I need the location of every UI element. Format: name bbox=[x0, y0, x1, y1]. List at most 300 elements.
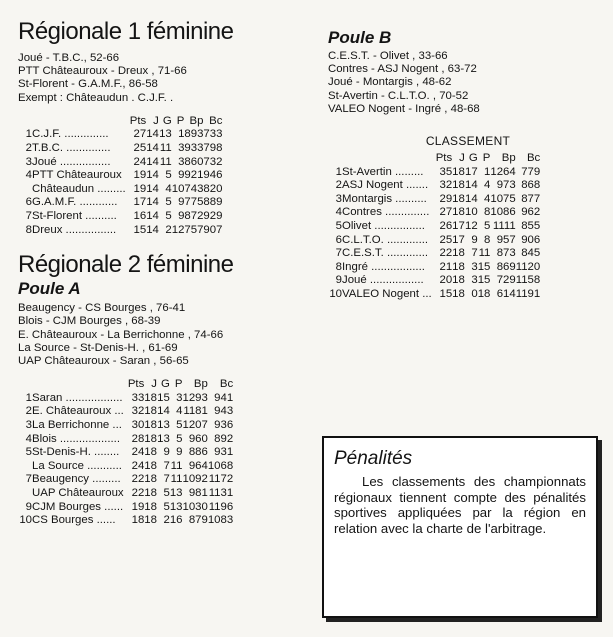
cell-g: 7 bbox=[471, 247, 478, 260]
result-line: E. Châteauroux - La Berrichonne , 74-66 bbox=[18, 328, 224, 341]
cell-name: C.E.S.T. ............. bbox=[342, 247, 429, 260]
cell-bc: 855 bbox=[521, 219, 541, 232]
cell-pts: 16 bbox=[133, 209, 147, 222]
cell-rank: 2 bbox=[25, 142, 32, 154]
cell-bp: 1207 bbox=[182, 418, 208, 431]
cell-name: St-Florent .......... bbox=[32, 209, 117, 222]
cell-name: PTT Châteauroux bbox=[32, 169, 122, 182]
column-header: J bbox=[151, 378, 157, 391]
result-line: La Source - St-Denis-H. , 61-69 bbox=[18, 341, 178, 354]
cell-j: 18 bbox=[144, 486, 157, 499]
cell-rank: 5 bbox=[335, 219, 342, 232]
cell-g: 5 bbox=[163, 486, 170, 499]
cell-p: 9 bbox=[178, 209, 185, 222]
cell-rank bbox=[18, 487, 32, 501]
cell-bc: 906 bbox=[521, 233, 541, 246]
cell-bp: 933 bbox=[184, 142, 204, 154]
cell-g: 3 bbox=[471, 274, 478, 287]
cell-g: 9 bbox=[471, 233, 478, 246]
result-line: Blois - CJM Bourges , 68-39 bbox=[18, 315, 161, 328]
cell-j: 14 bbox=[146, 196, 159, 209]
cell-p: 10 bbox=[171, 182, 185, 195]
table-row bbox=[328, 179, 540, 193]
cell-bp: 1092 bbox=[182, 473, 208, 486]
column-header: G bbox=[468, 152, 478, 165]
cell-bc: 1172 bbox=[208, 473, 234, 486]
result-line: PTT Châteauroux - Dreux , 71-66 bbox=[18, 65, 187, 78]
cell-rank: 3 bbox=[25, 418, 32, 431]
cell-name: T.B.C. .............. bbox=[32, 142, 111, 154]
cell-name: Ingré ................. bbox=[342, 260, 425, 273]
cell-pts: 24 bbox=[133, 155, 147, 168]
cell-bp: 873 bbox=[496, 247, 516, 260]
table-row bbox=[18, 210, 222, 224]
cell-p: 9 bbox=[176, 446, 183, 459]
cell-bc: 962 bbox=[521, 206, 541, 219]
poule-b-title: Poule B bbox=[328, 28, 392, 47]
cell-p: 15 bbox=[477, 260, 491, 273]
cell-rank: 1 bbox=[25, 391, 32, 404]
table-row bbox=[328, 193, 540, 207]
cell-j: 18 bbox=[452, 165, 465, 178]
cell-pts: 25 bbox=[439, 233, 453, 246]
column-header: J bbox=[153, 114, 159, 127]
cell-rank: 4 bbox=[335, 206, 342, 219]
cell-j: 18 bbox=[452, 274, 465, 287]
cell-bp: 860 bbox=[184, 155, 204, 168]
cell-pts: 15 bbox=[439, 287, 453, 300]
cell-g: 0 bbox=[471, 287, 478, 300]
cell-bc: 1191 bbox=[515, 287, 541, 300]
cell-bp: 1075 bbox=[490, 192, 516, 205]
cell-pts: 21 bbox=[439, 260, 453, 273]
cell-pts: 25 bbox=[133, 142, 147, 154]
cell-pts: 30 bbox=[131, 418, 145, 431]
column-header: Bc bbox=[209, 114, 223, 127]
cell-p: 16 bbox=[169, 514, 183, 527]
cell-p: 1 bbox=[484, 165, 491, 178]
table-row bbox=[18, 473, 233, 487]
cell-bp: 1111 bbox=[492, 219, 516, 232]
r2-title: Régionale 2 féminine bbox=[18, 251, 234, 279]
column-header: G bbox=[162, 114, 172, 127]
column-header: Pts bbox=[129, 114, 147, 127]
cell-name: Contres .............. bbox=[342, 206, 430, 219]
cell-rank bbox=[18, 460, 32, 474]
result-line: Exempt : Châteaudun . C.J.F. . bbox=[18, 91, 174, 104]
cell-name: Beaugency ......... bbox=[32, 473, 121, 486]
cell-pts: 18 bbox=[131, 514, 145, 527]
cell-name: Joué ................ bbox=[32, 155, 111, 168]
cell-j: 14 bbox=[146, 223, 159, 236]
cell-rank: 1 bbox=[25, 128, 32, 141]
poule-b-standings-table bbox=[328, 152, 540, 302]
cell-rank: 7 bbox=[25, 473, 32, 486]
cell-p: 11 bbox=[170, 459, 183, 472]
cell-j: 18 bbox=[144, 432, 157, 445]
cell-bp: 973 bbox=[496, 179, 516, 192]
cell-rank: 2 bbox=[335, 179, 342, 192]
column-header: Bp bbox=[189, 114, 204, 127]
table-row bbox=[18, 392, 233, 406]
cell-j: 14 bbox=[146, 169, 159, 182]
cell-g: 11 bbox=[159, 155, 172, 168]
cell-p: 11 bbox=[170, 473, 183, 486]
table-row bbox=[18, 514, 233, 528]
header-spacer bbox=[32, 378, 124, 392]
cell-g: 5 bbox=[165, 196, 172, 209]
cell-bc: 907 bbox=[203, 223, 223, 236]
cell-pts: 19 bbox=[133, 169, 147, 182]
table-row bbox=[18, 405, 233, 419]
cell-pts: 33 bbox=[131, 391, 145, 404]
cell-p: 8 bbox=[484, 233, 491, 246]
cell-name: G.A.M.F. ............ bbox=[32, 196, 118, 209]
cell-bp: 775 bbox=[184, 196, 204, 209]
cell-bc: 1131 bbox=[208, 486, 234, 499]
cell-bc: 733 bbox=[203, 128, 223, 141]
cell-pts: 19 bbox=[131, 500, 145, 513]
cell-j: 18 bbox=[452, 179, 465, 192]
cell-p: 18 bbox=[477, 287, 491, 300]
cell-name: CS Bourges ...... bbox=[32, 514, 116, 527]
cell-bp: 964 bbox=[188, 459, 208, 472]
column-header: G bbox=[160, 378, 170, 391]
cell-bp: 869 bbox=[496, 260, 516, 273]
cell-rank: 4 bbox=[25, 432, 32, 445]
cell-name: Châteaudun ......... bbox=[32, 182, 126, 195]
cell-bp: 1181 bbox=[183, 405, 208, 418]
cell-bp: 981 bbox=[188, 486, 208, 499]
cell-g: 11 bbox=[159, 142, 172, 154]
cell-rank: 5 bbox=[25, 446, 32, 459]
cell-p: 8 bbox=[484, 206, 491, 219]
cell-bc: 943 bbox=[214, 405, 234, 418]
cell-bc: 936 bbox=[214, 418, 234, 431]
cell-pts: 29 bbox=[439, 192, 453, 205]
cell-g: 5 bbox=[165, 209, 172, 222]
cell-rank: 8 bbox=[335, 260, 342, 273]
cell-bp: 957 bbox=[496, 233, 516, 246]
cell-bp: 893 bbox=[184, 128, 204, 141]
cell-name: VALEO Nogent ... bbox=[342, 287, 432, 300]
cell-bp: 879 bbox=[188, 514, 208, 527]
cell-bp: 921 bbox=[184, 169, 204, 182]
cell-rank: 7 bbox=[25, 209, 32, 222]
cell-bc: 889 bbox=[203, 196, 223, 209]
table-row bbox=[328, 247, 540, 261]
cell-bp: 886 bbox=[188, 446, 208, 459]
r1-results bbox=[18, 52, 308, 105]
table-row bbox=[18, 433, 233, 447]
poule-a-standings-table bbox=[18, 378, 233, 528]
cell-name: La Berrichonne ... bbox=[32, 418, 122, 431]
cell-p: 1 bbox=[178, 128, 185, 141]
cell-g: 14 bbox=[465, 179, 478, 192]
table-row bbox=[18, 419, 233, 433]
header-spacer bbox=[328, 152, 342, 166]
cell-pts: 20 bbox=[439, 274, 453, 287]
classement-heading: CLASSEMENT bbox=[425, 134, 511, 149]
cell-j: 18 bbox=[144, 473, 157, 486]
cell-bp: 614 bbox=[496, 287, 516, 300]
column-header: Bp bbox=[501, 152, 516, 165]
cell-name: UAP Châteauroux bbox=[32, 486, 124, 499]
header-spacer bbox=[18, 378, 32, 392]
cell-g: 3 bbox=[471, 260, 478, 273]
cell-g: 17 bbox=[465, 165, 478, 178]
table-row bbox=[328, 261, 540, 275]
column-header: Bp bbox=[193, 378, 208, 391]
cell-rank: 2 bbox=[25, 405, 32, 418]
cell-j: 14 bbox=[146, 142, 159, 154]
cell-j: 14 bbox=[146, 128, 159, 141]
cell-bp: 729 bbox=[496, 274, 516, 287]
cell-name: Montargis .......... bbox=[342, 192, 427, 205]
column-header: Pts bbox=[127, 378, 145, 391]
table-row bbox=[328, 206, 540, 220]
r1-title: Régionale 1 féminine bbox=[18, 18, 234, 45]
cell-pts: 26 bbox=[439, 219, 453, 232]
r1-standings-table bbox=[18, 115, 222, 237]
cell-bc: 931 bbox=[214, 446, 234, 459]
cell-p: 12 bbox=[171, 223, 185, 236]
cell-p: 3 bbox=[178, 142, 185, 154]
left-column bbox=[18, 18, 308, 528]
cell-pts: 19 bbox=[133, 182, 147, 195]
table-header-row bbox=[18, 378, 233, 392]
cell-p: 9 bbox=[178, 169, 185, 182]
cell-name: Joué ................. bbox=[342, 274, 424, 287]
cell-name: CJM Bourges ...... bbox=[32, 500, 124, 513]
poule-a-title: Poule A bbox=[18, 279, 81, 299]
cell-p: 13 bbox=[169, 500, 183, 513]
cell-name: Dreux ................ bbox=[32, 223, 117, 236]
cell-rank: 10 bbox=[329, 287, 342, 300]
column-header: Bc bbox=[526, 152, 541, 165]
penalites-title: Pénalités bbox=[334, 448, 413, 469]
cell-pts: 32 bbox=[131, 405, 145, 418]
cell-bc: 1158 bbox=[515, 274, 541, 287]
header-spacer bbox=[32, 115, 126, 129]
cell-bp: 757 bbox=[184, 223, 204, 236]
result-line: Joué - T.B.C., 52-66 bbox=[18, 52, 120, 64]
cell-p: 11 bbox=[478, 247, 491, 260]
cell-pts: 22 bbox=[131, 473, 145, 486]
cell-name: C.L.T.O. ............. bbox=[342, 233, 429, 246]
cell-g: 7 bbox=[163, 473, 170, 486]
cell-g: 14 bbox=[465, 192, 478, 205]
cell-pts: 15 bbox=[133, 223, 147, 236]
cell-bc: 1196 bbox=[208, 500, 234, 513]
cell-g: 2 bbox=[163, 514, 170, 527]
table-row bbox=[328, 288, 540, 302]
table-row bbox=[18, 156, 222, 170]
table-header-row bbox=[18, 115, 222, 129]
table-row bbox=[18, 196, 222, 210]
cell-bp: 960 bbox=[188, 432, 208, 445]
cell-rank bbox=[18, 183, 32, 197]
cell-p: 5 bbox=[484, 219, 491, 232]
cell-rank: 8 bbox=[25, 223, 32, 236]
cell-j: 18 bbox=[452, 287, 465, 300]
cell-j: 18 bbox=[452, 192, 465, 205]
cell-bp: 1264 bbox=[490, 165, 516, 178]
cell-bp: 1293 bbox=[182, 391, 208, 404]
cell-name: La Source ........... bbox=[32, 459, 122, 472]
cell-j: 17 bbox=[452, 233, 465, 246]
cell-j: 18 bbox=[144, 446, 157, 459]
column-header: P bbox=[176, 114, 185, 127]
table-row bbox=[328, 220, 540, 234]
cell-j: 18 bbox=[144, 418, 157, 431]
cell-j: 14 bbox=[146, 155, 159, 168]
result-line: Joué - Montargis , 48-62 bbox=[328, 76, 452, 89]
cell-bc: 892 bbox=[214, 432, 234, 445]
table-row bbox=[18, 460, 233, 474]
cell-g: 10 bbox=[465, 206, 478, 219]
cell-bc: 946 bbox=[203, 169, 223, 182]
cell-pts: 22 bbox=[439, 247, 453, 260]
cell-g: 15 bbox=[157, 391, 170, 404]
result-line: St-Avertin - C.L.T.O. , 70-52 bbox=[328, 89, 469, 102]
cell-bc: 1083 bbox=[207, 514, 234, 527]
cell-name: St-Denis-H. ........ bbox=[32, 446, 120, 459]
cell-j: 17 bbox=[452, 219, 465, 232]
cell-j: 18 bbox=[144, 500, 157, 513]
cell-j: 18 bbox=[452, 247, 465, 260]
cell-bp: 872 bbox=[184, 209, 204, 222]
table-row bbox=[18, 224, 222, 238]
table-row bbox=[328, 274, 540, 288]
cell-bc: 779 bbox=[521, 165, 541, 178]
cell-rank: 9 bbox=[25, 500, 32, 513]
penalites-box bbox=[322, 436, 598, 618]
cell-name: Blois ................... bbox=[32, 432, 120, 445]
table-row bbox=[18, 142, 222, 156]
cell-rank: 9 bbox=[335, 274, 342, 287]
cell-g: 2 bbox=[165, 223, 172, 236]
cell-pts: 22 bbox=[131, 486, 145, 499]
cell-name: St-Avertin ......... bbox=[342, 165, 424, 178]
result-line: VALEO Nogent - Ingré , 48-68 bbox=[328, 102, 480, 115]
cell-pts: 32 bbox=[439, 179, 453, 192]
cell-g: 5 bbox=[163, 500, 170, 513]
cell-bc: 929 bbox=[203, 209, 223, 222]
column-header: Pts bbox=[435, 152, 453, 165]
result-line: Beaugency - CS Bourges , 76-41 bbox=[18, 302, 186, 315]
cell-g: 7 bbox=[163, 459, 170, 472]
cell-j: 14 bbox=[146, 182, 159, 195]
cell-p: 9 bbox=[178, 196, 185, 209]
table-row bbox=[18, 128, 222, 142]
cell-p: 5 bbox=[176, 418, 183, 431]
cell-bc: 732 bbox=[203, 155, 223, 168]
cell-p: 13 bbox=[169, 486, 183, 499]
result-line: UAP Châteauroux - Saran , 56-65 bbox=[18, 354, 189, 367]
result-line: C.E.S.T. - Olivet , 33-66 bbox=[328, 50, 448, 62]
cell-pts: 24 bbox=[131, 459, 145, 472]
cell-p: 3 bbox=[176, 391, 183, 404]
cell-name: C.J.F. .............. bbox=[32, 128, 109, 141]
cell-bp: 743 bbox=[184, 182, 204, 195]
cell-g: 5 bbox=[165, 169, 172, 182]
cell-rank: 1 bbox=[335, 165, 342, 178]
cell-rank: 3 bbox=[25, 155, 32, 168]
column-header: J bbox=[459, 152, 465, 165]
cell-j: 18 bbox=[144, 459, 157, 472]
cell-j: 18 bbox=[452, 260, 465, 273]
cell-g: 13 bbox=[159, 128, 172, 141]
cell-bc: 845 bbox=[521, 247, 541, 260]
cell-bc: 820 bbox=[203, 182, 223, 195]
result-line: Contres - ASJ Nogent , 63-72 bbox=[328, 63, 477, 76]
cell-pts: 35 bbox=[439, 165, 453, 178]
cell-rank: 6 bbox=[335, 233, 342, 246]
cell-bc: 1120 bbox=[515, 260, 541, 273]
cell-j: 18 bbox=[144, 405, 157, 418]
cell-rank: 10 bbox=[19, 514, 32, 527]
cell-rank: 6 bbox=[25, 196, 32, 209]
cell-p: 3 bbox=[178, 155, 185, 168]
poule-b-results bbox=[328, 50, 608, 116]
cell-name: E. Châteauroux ... bbox=[32, 405, 124, 418]
table-row bbox=[18, 183, 222, 197]
column-header: P bbox=[174, 378, 183, 391]
cell-p: 4 bbox=[484, 192, 491, 205]
cell-g: 13 bbox=[157, 432, 170, 445]
cell-g: 14 bbox=[157, 405, 170, 418]
column-header: P bbox=[482, 152, 491, 165]
cell-name: ASJ Nogent ....... bbox=[342, 179, 429, 192]
cell-g: 9 bbox=[163, 446, 170, 459]
cell-bc: 941 bbox=[214, 391, 234, 404]
cell-name: Saran .................. bbox=[32, 391, 123, 404]
table-row bbox=[18, 169, 222, 183]
cell-j: 18 bbox=[144, 391, 157, 404]
cell-bp: 1086 bbox=[490, 206, 516, 219]
table-header-row bbox=[328, 152, 540, 166]
table-row bbox=[18, 487, 233, 501]
penalites-text: Les classements des championnats régionaux tiennent compte des pénalités sportives appliquées par la région en relation avec la charte de l'arbitrage. bbox=[334, 474, 586, 536]
cell-p: 5 bbox=[176, 432, 183, 445]
cell-g: 12 bbox=[465, 219, 478, 232]
cell-bc: 877 bbox=[521, 192, 541, 205]
result-line: St-Florent - G.A.M.F., 86-58 bbox=[18, 78, 158, 91]
column-header: Bc bbox=[219, 378, 234, 391]
header-spacer bbox=[18, 115, 32, 129]
cell-g: 4 bbox=[165, 182, 172, 195]
table-row bbox=[18, 446, 233, 460]
cell-rank: 4 bbox=[25, 169, 32, 182]
table-row bbox=[328, 166, 540, 180]
cell-pts: 28 bbox=[131, 432, 145, 445]
cell-p: 15 bbox=[477, 274, 491, 287]
cell-p: 4 bbox=[176, 405, 183, 418]
cell-p: 4 bbox=[484, 179, 491, 192]
right-column bbox=[328, 28, 608, 302]
cell-pts: 24 bbox=[131, 446, 145, 459]
table-row bbox=[18, 501, 233, 515]
cell-j: 18 bbox=[452, 206, 465, 219]
table-row bbox=[328, 234, 540, 248]
cell-rank: 7 bbox=[335, 247, 342, 260]
cell-bc: 798 bbox=[203, 142, 223, 154]
poule-a-results bbox=[18, 302, 308, 368]
cell-rank: 3 bbox=[335, 192, 342, 205]
cell-bc: 868 bbox=[521, 179, 541, 192]
cell-name: Olivet ................ bbox=[342, 219, 425, 232]
